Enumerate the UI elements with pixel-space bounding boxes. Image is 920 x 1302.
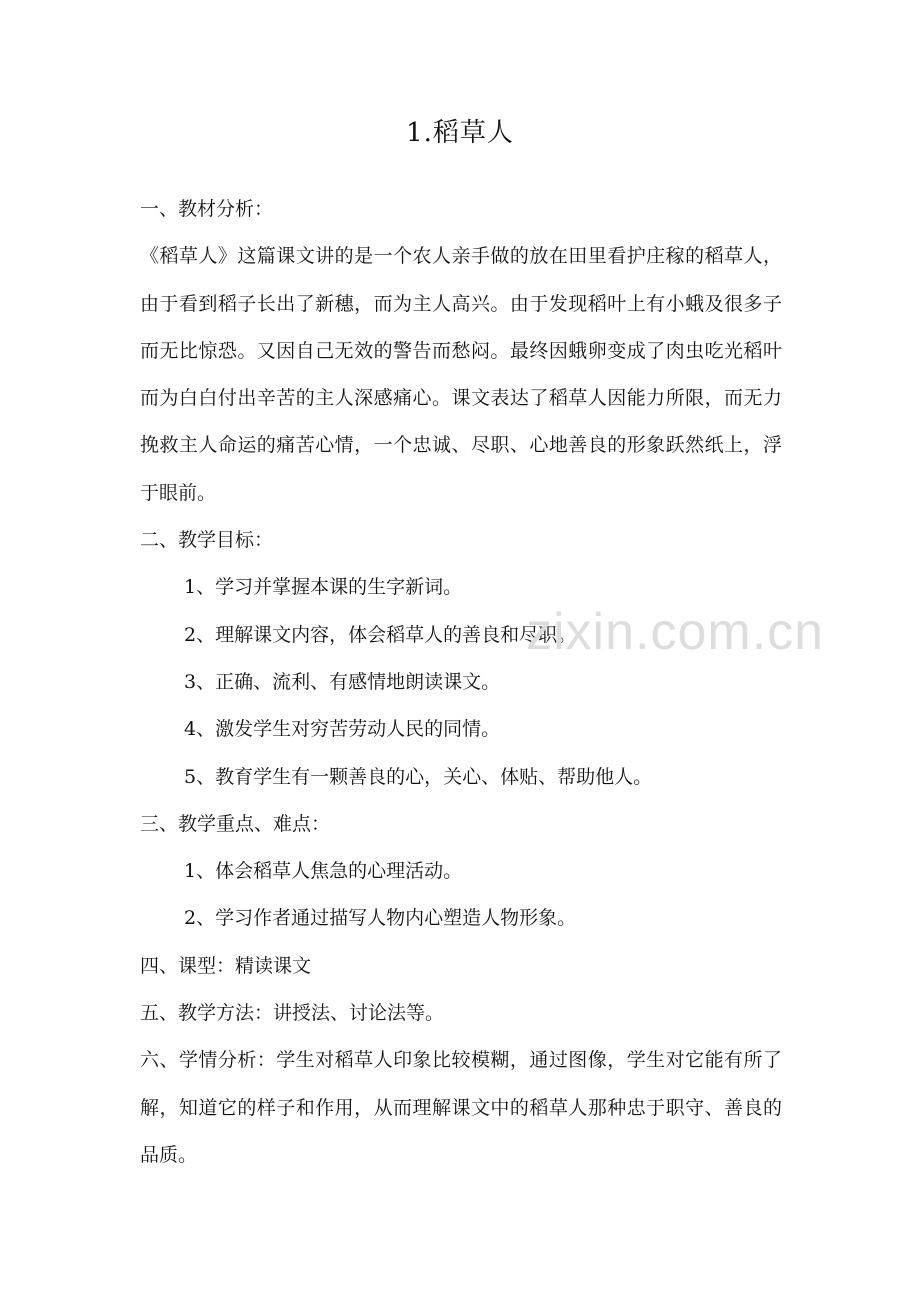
watermark: zixin.com.cn (526, 603, 825, 661)
goal-item: 5、教育学生有一颗善良的心，关心、体贴、帮助他人。 (184, 765, 653, 788)
lesson-type-line: 四、课型：精读课文 (140, 954, 312, 977)
document-body (140, 186, 782, 1179)
section-heading-focus: 三、教学重点、难点： (140, 812, 331, 835)
goal-item: 4、激发学生对穷苦劳动人民的同情。 (184, 718, 501, 741)
teaching-method-line: 五、教学方法：讲授法、讨论法等。 (140, 1002, 445, 1025)
section-heading-analysis: 一、教材分析： (140, 198, 274, 220)
document-title: 1.稻草人 (406, 118, 514, 148)
analysis-paragraph: 《稻草人》这篇课文讲的是一个农人亲手做的放在田里看护庄稼的稻草人，由于看到稻子长出了新穗，而为主人高兴。由于发现稻叶上有小蛾及很多子而无比惊恐。又因自己无效的警告而愁闷。最终因蛾卵变成了肉虫吃光稻叶而为白白付出辛苦的主人深感痛心。课文表达了稻草人因能力所限，而无力挽救主人命运的痛苦心情，一个忠诚、尽职、心地善良的形象跃然纸上，浮于眼前。 (140, 245, 782, 504)
goal-item: 2、理解课文内容，体会稻草人的善良和尽职。 (184, 623, 577, 646)
learner-analysis-paragraph: 六、学情分析：学生对稻草人印象比较模糊，通过图像，学生对它能有所了解，知道它的样子和作用，从而理解课文中的稻草人那种忠于职守、善良的品质。 (140, 1049, 782, 1166)
focus-item: 2、学习作者通过描写人物内心塑造人物形象。 (184, 907, 577, 930)
goal-item: 1、学习并掌握本课的生字新词。 (184, 576, 463, 599)
focus-item: 1、体会稻草人焦急的心理活动。 (184, 860, 463, 883)
section-heading-goals: 二、教学目标： (140, 529, 274, 552)
goal-item: 3、正确、流利、有感情地朗读课文。 (184, 670, 501, 693)
